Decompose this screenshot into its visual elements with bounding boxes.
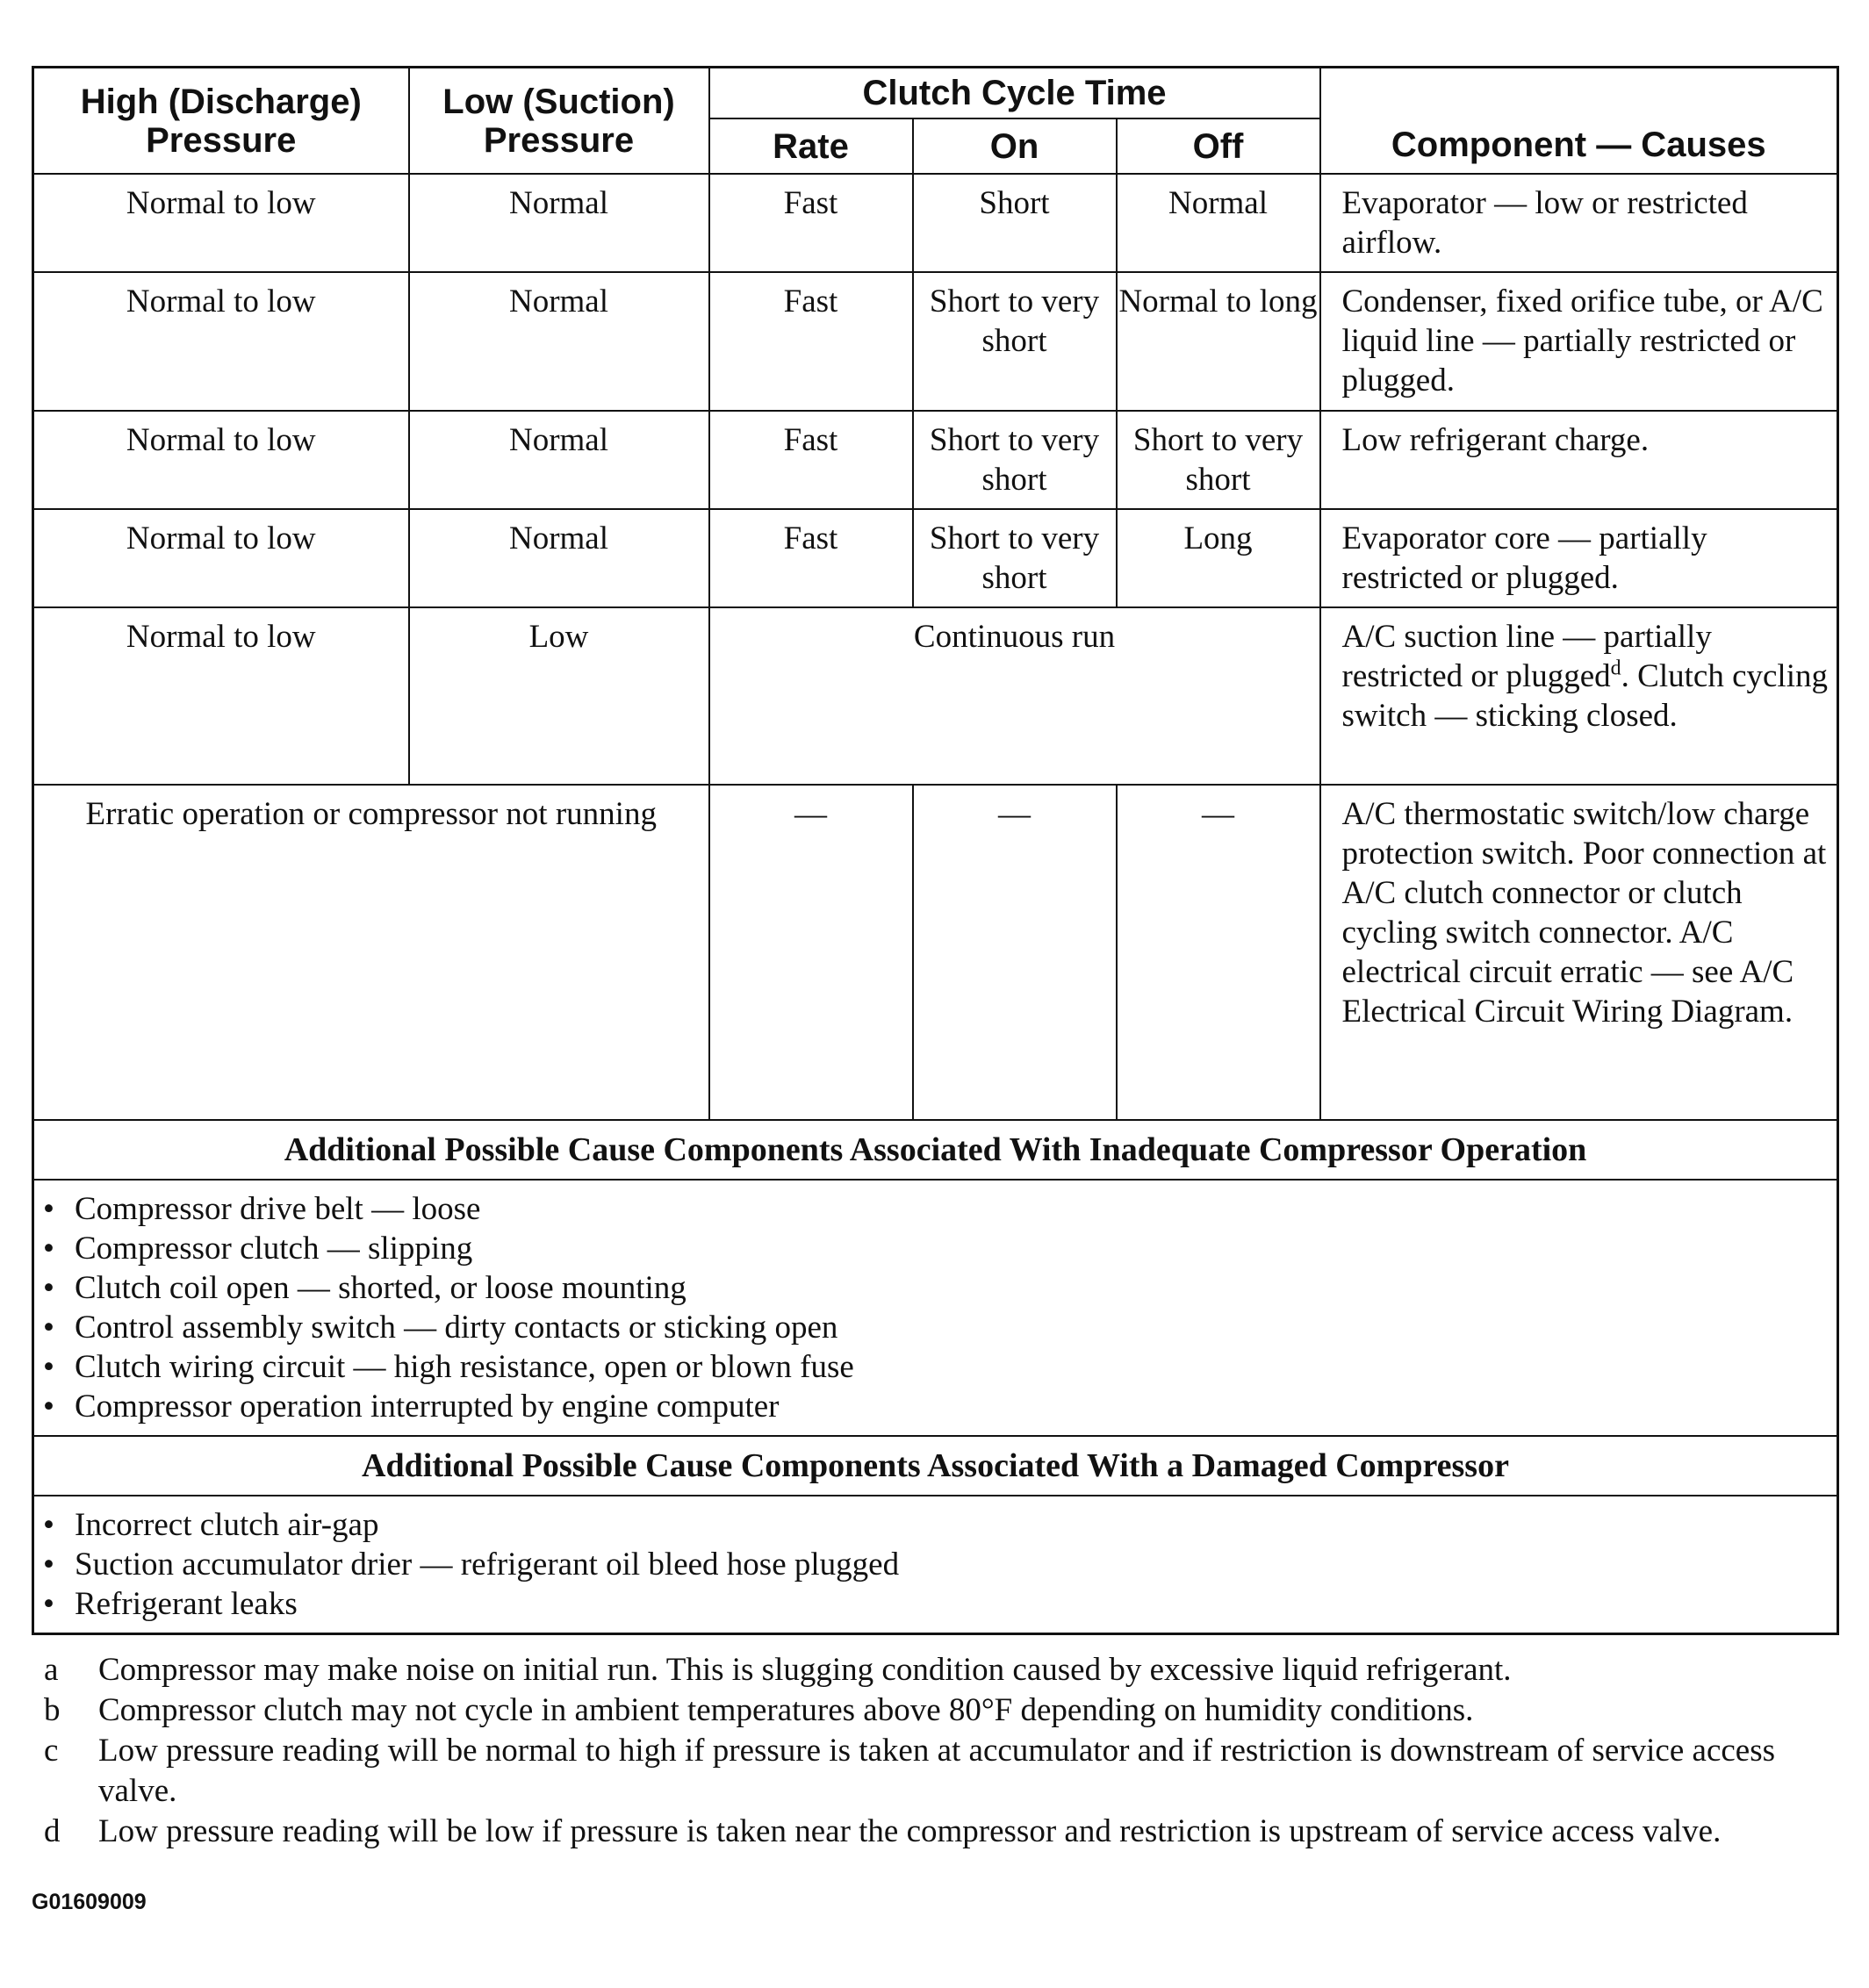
header-component-causes: Component — Causes: [1320, 68, 1838, 175]
section-heading-row: [33, 1436, 1838, 1496]
footnote-d: [32, 1812, 1840, 1852]
section-heading-row: [33, 1120, 1838, 1180]
cell-on: Short: [913, 174, 1117, 272]
section-heading-damaged-compressor: Additional Possible Cause Components Associated With a Damaged Compressor: [33, 1436, 1838, 1496]
table-row: [33, 174, 1838, 272]
cell-high-pressure: Normal to low: [33, 607, 409, 785]
cell-rate: Fast: [709, 174, 913, 272]
cell-cause: Low refrigerant charge.: [1320, 411, 1838, 509]
footnote-letter: d: [44, 1813, 61, 1849]
list-item: • Control assembly switch — dirty contacts or sticking open: [43, 1308, 1828, 1347]
table-row: [33, 411, 1838, 509]
list-item: • Compressor clutch — slipping: [43, 1229, 1828, 1268]
header-on: On: [913, 118, 1117, 174]
cell-low-pressure: Normal: [409, 272, 709, 411]
list-item: • Compressor drive belt — loose: [43, 1189, 1828, 1229]
list-item: • Refrigerant leaks: [43, 1584, 1828, 1624]
footnote-letter: b: [44, 1692, 61, 1728]
cell-low-pressure: Normal: [409, 509, 709, 607]
footnote-b: [32, 1690, 1840, 1731]
table-row: [33, 785, 1838, 1120]
list-item: • Compressor operation interrupted by engine computer: [43, 1387, 1828, 1426]
footnote-a: [32, 1650, 1840, 1690]
header-high-pressure: High (Discharge) Pressure: [33, 68, 409, 175]
cell-rate: —: [709, 785, 913, 1120]
cell-clutch-continuous-run: Continuous run: [709, 607, 1320, 785]
cell-rate: Fast: [709, 272, 913, 411]
cell-rate: Fast: [709, 411, 913, 509]
list-item: • Suction accumulator drier — refrigerant oil bleed hose plugged: [43, 1545, 1828, 1584]
cell-cause: Evaporator core — partially restricted or plugged.: [1320, 509, 1838, 607]
cell-high-pressure: Normal to low: [33, 272, 409, 411]
footnote-ref-d: d: [1610, 657, 1621, 680]
list-item: • Incorrect clutch air-gap: [43, 1505, 1828, 1545]
footnote-text: Compressor clutch may not cycle in ambient temperatures above 80°F depending on humidity conditions.: [98, 1692, 1474, 1728]
cell-low-pressure: Normal: [409, 174, 709, 272]
header-off: Off: [1117, 118, 1320, 174]
section-list-inadequate-operation: [33, 1180, 1838, 1436]
cell-low-pressure: Low: [409, 607, 709, 785]
cell-off: —: [1117, 785, 1320, 1120]
list-item: • Clutch coil open — shorted, or loose mounting: [43, 1268, 1828, 1308]
footnote-letter: a: [44, 1652, 59, 1688]
cell-cause: Evaporator — low or restricted airflow.: [1320, 174, 1838, 272]
header-rate: Rate: [709, 118, 913, 174]
cell-on: Short to very short: [913, 411, 1117, 509]
diagnosis-table: [32, 66, 1839, 1635]
cell-on: Short to very short: [913, 509, 1117, 607]
table-row: [33, 607, 1838, 785]
cell-off: Short to very short: [1117, 411, 1320, 509]
footnote-text: Low pressure reading will be low if pressure is taken near the compressor and restriction is upstream of service access valve.: [98, 1813, 1722, 1849]
figure-id: G01609009: [32, 1890, 147, 1914]
header-clutch-cycle-time: Clutch Cycle Time: [709, 68, 1320, 119]
cause-text-part: . Clutch cycling switch — sticking closed.: [1341, 658, 1828, 734]
cell-high-pressure: Normal to low: [33, 174, 409, 272]
cell-cause: [1320, 607, 1838, 785]
cell-off: Normal: [1117, 174, 1320, 272]
cell-rate: Fast: [709, 509, 913, 607]
cell-off: Normal to long: [1117, 272, 1320, 411]
cell-on: Short to very short: [913, 272, 1117, 411]
cause-text-part: A/C suction line — partially restricted or plugged: [1341, 619, 1712, 694]
cell-on: —: [913, 785, 1117, 1120]
footnote-letter: c: [44, 1733, 59, 1769]
table-row: [33, 272, 1838, 411]
cell-off: Long: [1117, 509, 1320, 607]
cell-cause: Condenser, fixed orifice tube, or A/C liquid line — partially restricted or plugged.: [1320, 272, 1838, 411]
cell-high-pressure: Normal to low: [33, 411, 409, 509]
footnote-text: Low pressure reading will be normal to high if pressure is taken at accumulator and if restriction is downstream of service access valve.: [98, 1733, 1776, 1809]
header-row-top: [33, 68, 1838, 119]
section-heading-inadequate-operation: Additional Possible Cause Components Associated With Inadequate Compressor Operation: [33, 1120, 1838, 1180]
cell-low-pressure: Normal: [409, 411, 709, 509]
section-list-row: [33, 1180, 1838, 1436]
footnote-c: [32, 1731, 1840, 1812]
section-list-damaged-compressor: [33, 1496, 1838, 1634]
header-low-pressure: Low (Suction) Pressure: [409, 68, 709, 175]
cell-high-pressure: Normal to low: [33, 509, 409, 607]
section-list-row: [33, 1496, 1838, 1634]
cell-erratic-operation: Erratic operation or compressor not running: [33, 785, 709, 1120]
footnote-text: Compressor may make noise on initial run. This is slugging condition caused by excessive liquid refrigerant.: [98, 1652, 1512, 1688]
cell-cause: A/C thermostatic switch/low charge protection switch. Poor connection at A/C clutch connector or clutch cycling switch connector. A/C electrical circuit erratic — see A/C Electrical Circuit Wiring Diagram.: [1320, 785, 1838, 1120]
list-item: • Clutch wiring circuit — high resistance, open or blown fuse: [43, 1347, 1828, 1387]
table-row: [33, 509, 1838, 607]
footnotes: [32, 1650, 1840, 1852]
